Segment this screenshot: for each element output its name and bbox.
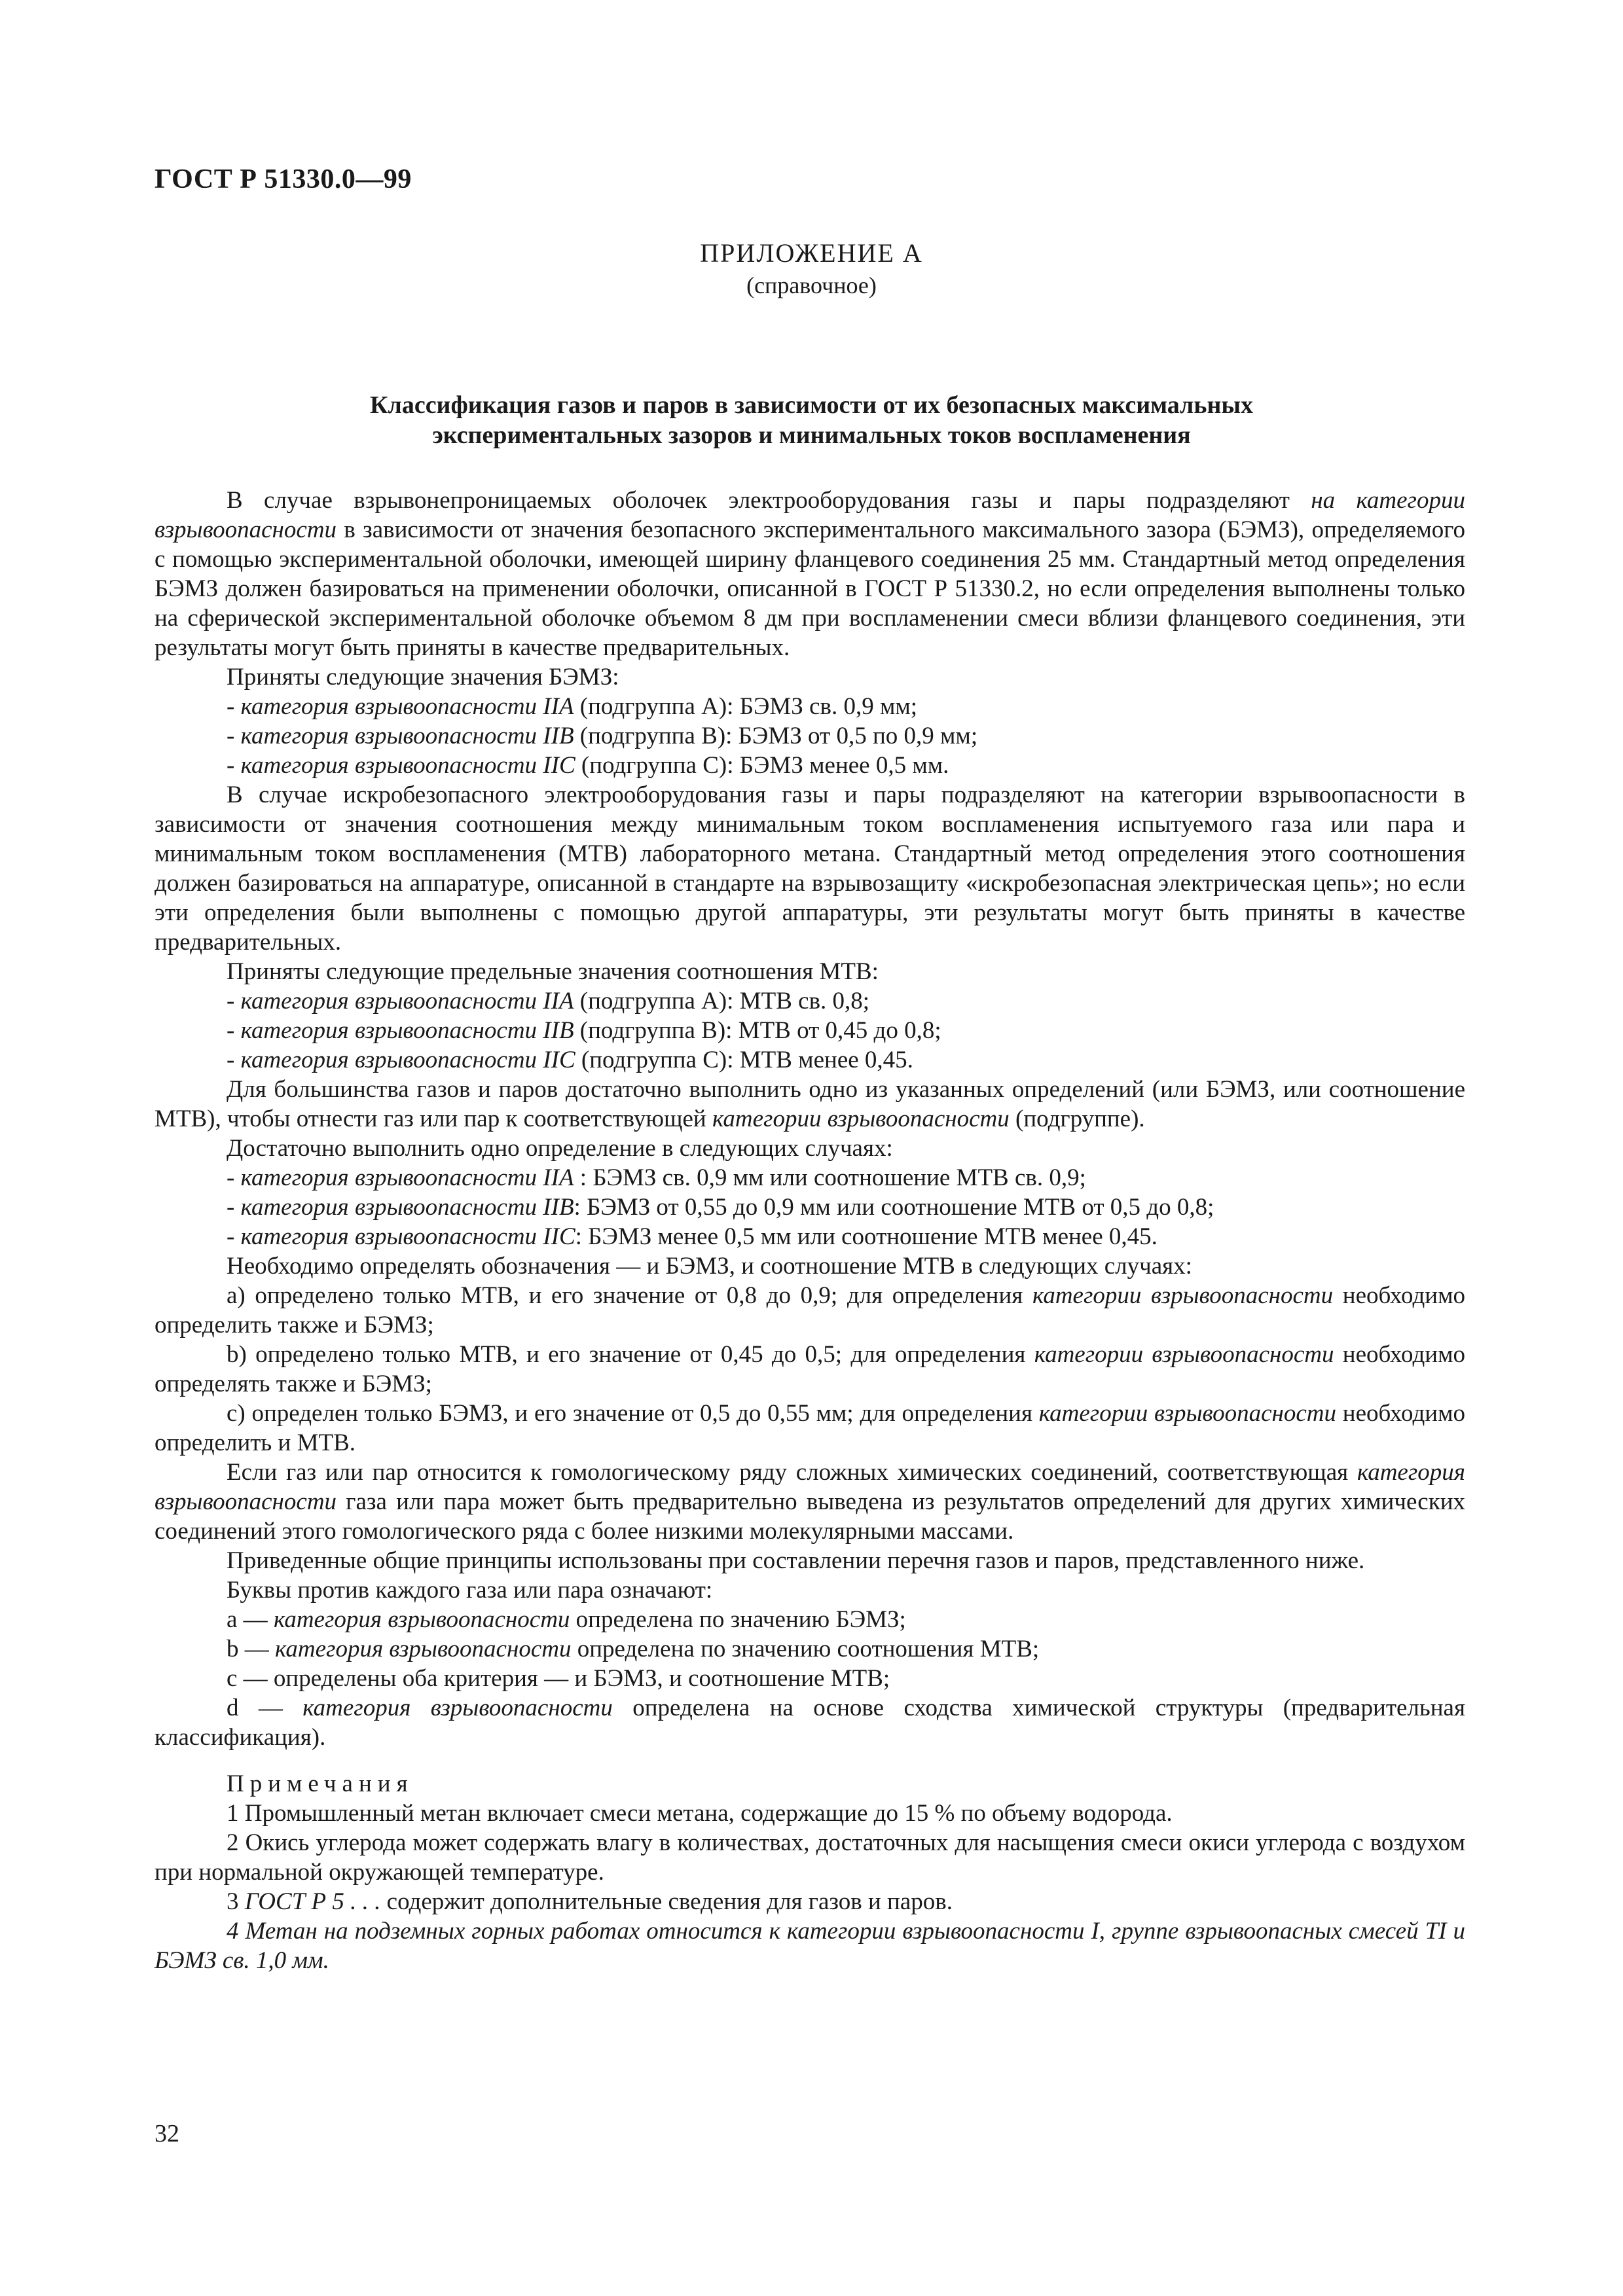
heading-line: экспериментальных зазоров и минимальных токов воспламенения: [432, 422, 1191, 449]
text-run: b) определено только МТВ, и его значение от 0,45 до 0,5; для определения: [227, 1341, 1034, 1368]
text-run: газа или пара может быть предварительно выведена из результатов определений для других химических соединений этого гомологического ряда с более низкими молекулярными массами.: [155, 1488, 1465, 1545]
italic-term: категория взрывоопасности: [302, 1695, 613, 1721]
list-marker: -: [227, 1164, 241, 1191]
italic-term: категория взрывоопасности IIB: [240, 723, 574, 749]
italic-term: категория взрывоопасности IIB: [240, 1017, 574, 1044]
list-item: [155, 1193, 1465, 1222]
paragraph: [155, 486, 1465, 662]
italic-term: категория взрывоопасности IIA: [240, 693, 574, 720]
list-item: [155, 1222, 1465, 1251]
text-run: необходимо определить также и БЭМЗ;: [155, 1282, 1465, 1338]
list-marker: -: [227, 988, 241, 1014]
paragraph: Достаточно выполнить одно определение в следующих случаях:: [227, 1135, 893, 1162]
list-item: [155, 721, 1465, 751]
paragraph: Буквы против каждого газа или пара означают:: [227, 1577, 713, 1604]
section-heading: [155, 390, 1468, 450]
list-marker: -: [227, 723, 241, 749]
paragraph: [155, 1340, 1465, 1399]
text-run: необходимо определить и МТВ.: [155, 1400, 1465, 1456]
italic-term: категории взрывоопасности: [1032, 1282, 1334, 1309]
italic-term: категория взрывоопасности IIB: [240, 1194, 574, 1221]
text-run: в зависимости от значения безопасного экспериментального максимального зазора (БЭМЗ), определяемого с помощью экспериментальной оболочки, имеющей ширину фланцевого соединения 25 мм. Стандартный метод определения БЭМЗ должен базироваться на применении оболочки, описанной в ГОСТ Р 51330.2, но если определения выполнены только на сферической экспериментальной оболочке объемом 8 дм при воспламенении смеси вблизи фланцевого соединения, эти результаты могут быть приняты в качестве предварительных.: [155, 516, 1465, 661]
note-item: [155, 1916, 1465, 1975]
list-item: [155, 1605, 1465, 1634]
paragraph: [155, 1458, 1465, 1546]
italic-term: категория взрывоопасности IIA: [240, 988, 574, 1014]
italic-term: на категории взрывоопасности: [155, 487, 1465, 543]
italic-term: ГОСТ Р 5 . . .: [244, 1888, 381, 1915]
paragraph: [155, 1281, 1465, 1340]
list-marker: -: [227, 1223, 241, 1250]
text-run: (подгруппа С): МТВ менее 0,45.: [575, 1047, 913, 1073]
italic-term: категория взрывоопасности IIC: [240, 1223, 575, 1250]
note-item: 2 Окись углерода может содержать влагу в количествах, достаточных для насыщения смеси окиси углерода с воздухом при нормальной окружающей температуре.: [155, 1829, 1465, 1886]
list-item: [155, 1664, 1465, 1693]
paragraph: [155, 1075, 1465, 1134]
paragraph: Приведенные общие принципы использованы при составлении перечня газов и паров, представленного ниже.: [227, 1547, 1365, 1574]
italic-term: 4 Метан на подземных горных работах относится к категории взрывоопасности I, группе взрывоопасных смесей TI и БЭМЗ св. 1,0 мм.: [155, 1918, 1465, 1974]
italic-term: категория взрывоопасности IIA: [240, 1164, 574, 1191]
italic-term: категория взрывоопасности: [155, 1459, 1465, 1515]
list-item: [155, 986, 1465, 1016]
page-number: 32: [155, 2120, 179, 2147]
text-run: Для большинства газов и паров достаточно выполнить одно из указанных определений (или БЭМЗ, или соотношение МТВ), чтобы отнести газ или пар к соответствующей: [155, 1076, 1465, 1132]
paragraph: Приняты следующие предельные значения соотношения МТВ:: [227, 958, 879, 985]
text-run: : БЭМЗ от 0,55 до 0,9 мм или соотношение МТВ от 0,5 до 0,8;: [574, 1194, 1214, 1221]
paragraph: В случае искробезопасного электрооборудования газы и пары подразделяют на категории взрывоопасности в зависимости от значения соотношения между минимальным током воспламенения испытуемого газа или пара и минимальным током воспламенения (МТВ) лабораторного метана. Стандартный метод определения этого соотношения должен базироваться на аппаратуре, описанной в стандарте на взрывозащиту «искробезопасная электрическая цепь»; но если эти определения были выполнены с помощью другой аппаратуры, эти результаты могут быть приняты в качестве предварительных.: [155, 781, 1465, 956]
list-marker: -: [227, 1047, 241, 1073]
list-item: [155, 692, 1465, 721]
document-body: [155, 486, 1465, 1975]
italic-term: категория взрывоопасности: [275, 1636, 572, 1662]
list-item: [155, 1693, 1465, 1752]
italic-term: категория взрывоопасности IIC: [240, 752, 575, 779]
list-marker: -: [227, 752, 241, 779]
text-run: (подгруппа В): БЭМЗ от 0,5 по 0,9 мм;: [574, 723, 978, 749]
italic-term: категории взрывоопасности: [1038, 1400, 1337, 1427]
list-item: [155, 1016, 1465, 1045]
text-run: определена на основе сходства химической структуры (предварительная классификация).: [155, 1695, 1465, 1751]
list-marker: b —: [227, 1636, 275, 1662]
text-run: Если газ или пар относится к гомологическому ряду сложных химических соединений, соответствующая: [227, 1459, 1357, 1486]
list-marker: с — определены оба критерия — и БЭМЗ, и соотношение МТВ;: [227, 1665, 890, 1692]
text-run: содержит дополнительные сведения для газов и паров.: [380, 1888, 953, 1915]
list-marker: d —: [227, 1695, 303, 1721]
italic-term: категории взрывоопасности: [1034, 1341, 1334, 1368]
italic-term: категория взрывоопасности IIC: [240, 1047, 575, 1073]
note-item: 1 Промышленный метан включает смеси метана, содержащие до 15 % по объему водорода.: [227, 1800, 1173, 1827]
paragraph: Необходимо определять обозначения — и БЭМЗ, и соотношение МТВ в следующих случаях:: [227, 1253, 1192, 1280]
text-run: (подгруппа А): БЭМЗ св. 0,9 мм;: [574, 693, 918, 720]
list-item: [155, 751, 1465, 780]
text-run: (подгруппе).: [1009, 1105, 1145, 1132]
paragraph: Приняты следующие значения БЭМЗ:: [227, 664, 619, 691]
list-item: [155, 1634, 1465, 1664]
notes-title: Примечания: [227, 1770, 414, 1797]
paragraph: [155, 1399, 1465, 1458]
text-run: (подгруппа С): БЭМЗ менее 0,5 мм.: [575, 752, 949, 779]
text-run: а) определено только МТВ, и его значение от 0,8 до 0,9; для определения: [227, 1282, 1032, 1309]
standard-header: ГОСТ Р 51330.0—99: [155, 164, 412, 194]
italic-term: категория взрывоопасности: [273, 1606, 570, 1633]
text-run: : БЭМЗ св. 0,9 мм или соотношение МТВ св. 0,9;: [574, 1164, 1086, 1191]
appendix-title: ПРИЛОЖЕНИЕ А: [700, 238, 923, 268]
appendix-subtitle: (справочное): [746, 272, 877, 298]
list-marker: -: [227, 1194, 241, 1221]
italic-term: категории взрывоопасности: [712, 1105, 1010, 1132]
list-item: [155, 1163, 1465, 1193]
text-run: (подгруппа В): МТВ от 0,45 до 0,8;: [574, 1017, 941, 1044]
text-run: с) определен только БЭМЗ, и его значение от 0,5 до 0,55 мм; для определения: [227, 1400, 1039, 1427]
text-run: (подгруппа А): МТВ св. 0,8;: [574, 988, 870, 1014]
text-run: 3: [227, 1888, 245, 1915]
text-run: необходимо определять также и БЭМЗ;: [155, 1341, 1465, 1397]
list-marker: -: [227, 1017, 241, 1044]
text-run: : БЭМЗ менее 0,5 мм или соотношение МТВ менее 0,45.: [575, 1223, 1158, 1250]
text-run: определена по значению БЭМЗ;: [570, 1606, 906, 1633]
list-item: [155, 1045, 1465, 1075]
list-marker: -: [227, 693, 241, 720]
note-item: [155, 1887, 1465, 1916]
heading-line: Классификация газов и паров в зависимости от их безопасных максимальных: [369, 391, 1254, 419]
list-marker: а —: [227, 1606, 274, 1633]
text-run: В случае взрывонепроницаемых оболочек электрооборудования газы и пары подразделяют: [227, 487, 1311, 514]
text-run: определена по значению соотношения МТВ;: [571, 1636, 1040, 1662]
